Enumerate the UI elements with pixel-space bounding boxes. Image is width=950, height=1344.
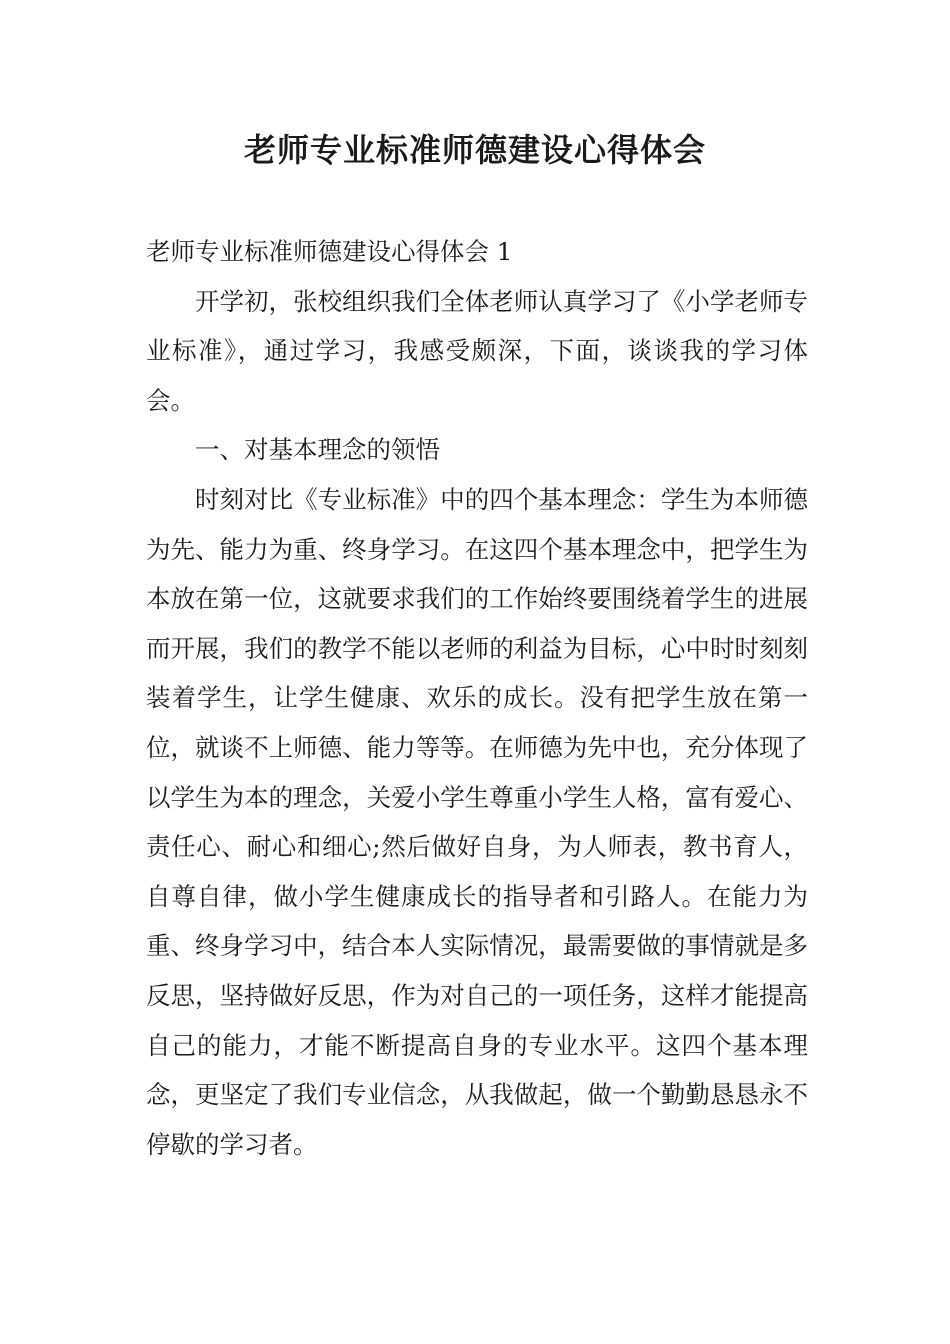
section-heading: 老师专业标准师德建设心得体会 1 xyxy=(146,237,513,266)
paragraph-main: 时刻对比《专业标准》中的四个基本理念：学生为本师德为先、能力为重、终身学习。在这四个基本理念中，把学生为本放在第一位，这就要求我们的工作始终要围绕着学生的进展而开展，我们的教学不能以老师的利益为目标，心中时时刻刻装着学生，让学生健康、欢乐的成长。没有把学生放在第一位，就谈不上师德、能力等等。在师德为先中也，充分体现了以学生为本的理念，关爱小学生尊重小学生人格，富有爱心、责任心、耐心和细心;然后做好自身，为人师表，教书育人，自尊自律，做小学生健康成长的指导者和引路人。在能力为重、终身学习中，结合本人实际情况，最需要做的事情就是多反思，坚持做好反思，作为对自己的一项任务，这样才能提高自己的能力，才能不断提高自身的专业水平。这四个基本理念，更坚定了我们专业信念，从我做起，做一个勤勤恳恳永不停歇的学习者。 xyxy=(146,484,808,1159)
document-title: 老师专业标准师德建设心得体会 xyxy=(243,131,706,169)
paragraph-intro: 开学初，张校组织我们全体老师认真学习了《小学老师专业标准》，通过学习，我感受颇深，下面，谈谈我的学习体会。 xyxy=(146,286,808,415)
document-body xyxy=(146,227,808,1169)
paragraph-subheading: 一、对基本理念的领悟 xyxy=(195,435,440,465)
